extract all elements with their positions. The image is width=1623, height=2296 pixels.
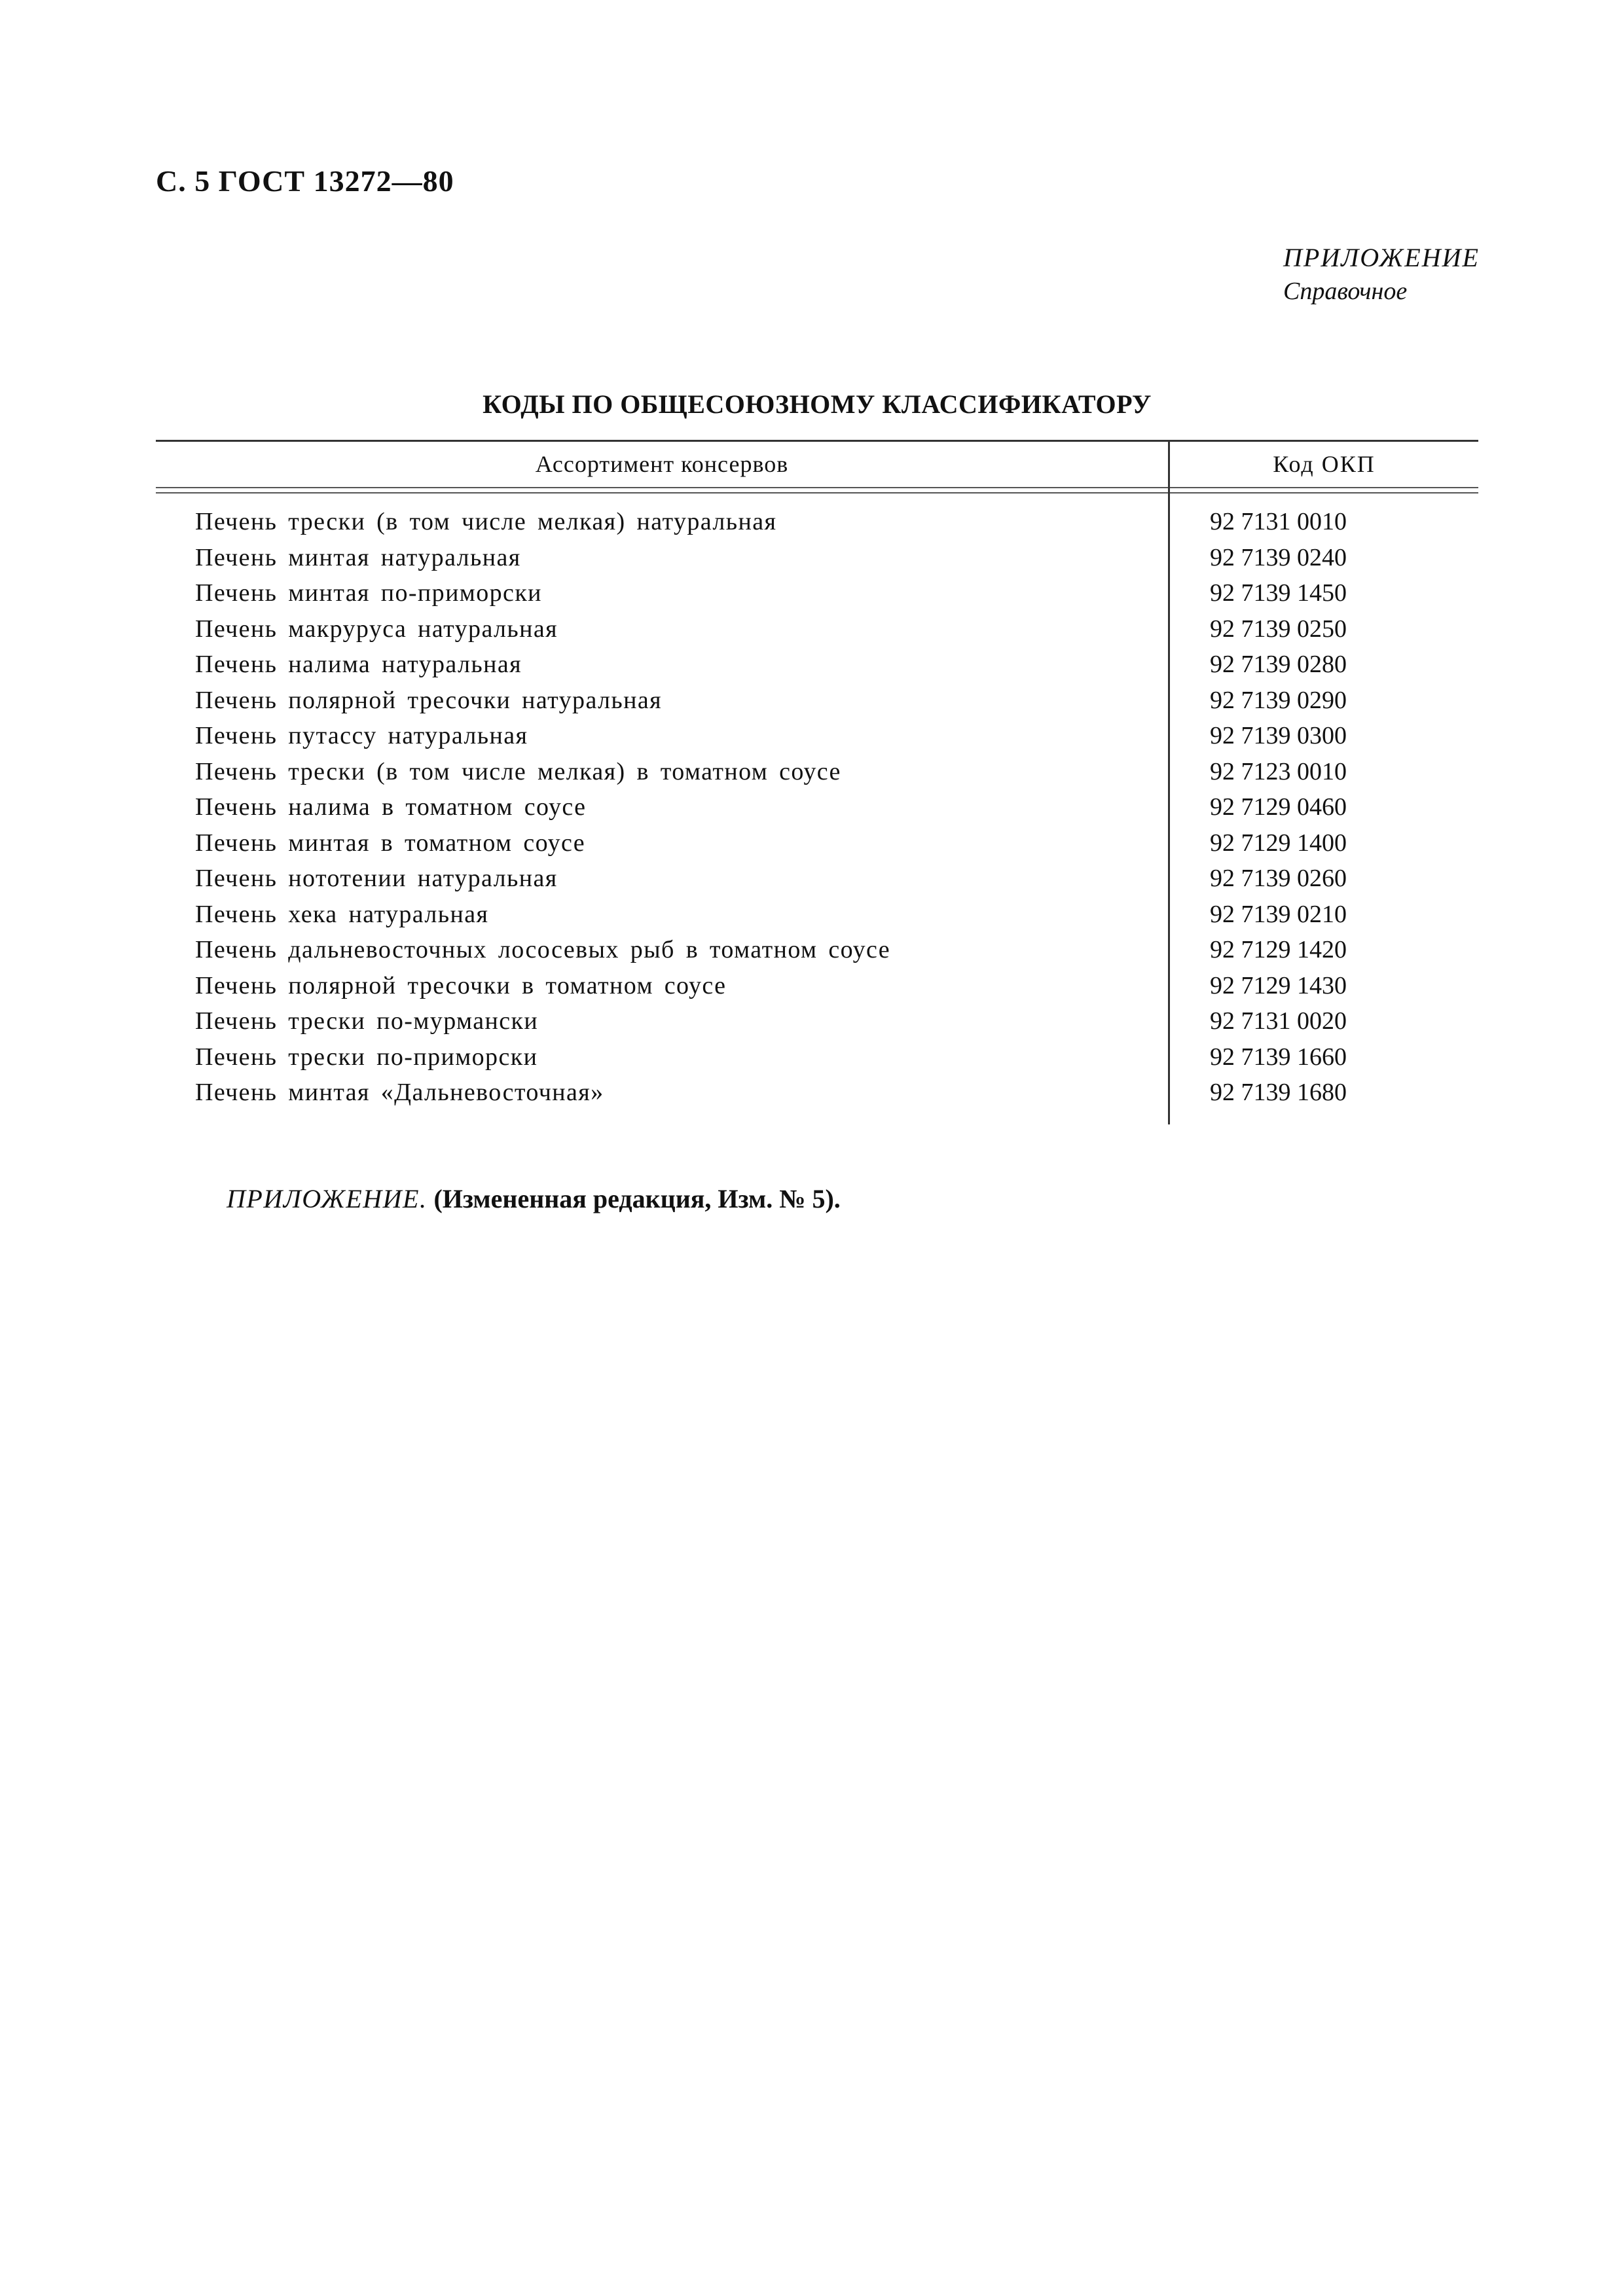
table-row (156, 825, 1478, 861)
table-top-rule (156, 440, 1478, 442)
row-code: 92 7139 0240 (1210, 543, 1347, 571)
row-code: 92 7139 0280 (1210, 651, 1347, 678)
appendix-subtitle: Справочное (1283, 278, 1408, 305)
row-code: 92 7123 0010 (1210, 757, 1347, 785)
table-row (156, 789, 1478, 825)
row-name: Печень путассу натуральная (195, 722, 528, 749)
row-name: Печень дальневосточных лососевых рыб в томатном соусе (195, 936, 890, 963)
table-row (156, 540, 1478, 576)
row-code: 92 7131 0020 (1210, 1007, 1347, 1035)
table-body (156, 504, 1478, 1111)
row-name: Печень минтая натуральная (195, 543, 521, 571)
row-name: Печень минтая «Дальневосточная» (195, 1079, 604, 1106)
column-header-code: Код ОКП (1273, 451, 1376, 477)
row-code: 92 7139 0290 (1210, 686, 1347, 714)
page-header: С. 5 ГОСТ 13272—80 (156, 164, 454, 198)
row-code: 92 7131 0010 (1210, 508, 1347, 535)
table-row (156, 718, 1478, 754)
row-code: 92 7129 1420 (1210, 936, 1347, 963)
row-code: 92 7129 1430 (1210, 971, 1347, 999)
amendment-note-text: (Измененная редакция, Изм. № 5). (433, 1184, 841, 1213)
table-row (156, 1003, 1478, 1039)
appendix-block (1283, 241, 1480, 308)
row-code: 92 7139 0250 (1210, 615, 1347, 643)
table-row (156, 754, 1478, 790)
row-name: Печень налима натуральная (195, 651, 522, 678)
table-title: КОДЫ ПО ОБЩЕСОЮЗНОМУ КЛАССИФИКАТОРУ (483, 389, 1152, 419)
row-name: Печень трески по-приморски (195, 1043, 538, 1071)
row-name: Печень макруруса натуральная (195, 615, 558, 643)
amendment-note (227, 1183, 841, 1214)
row-code: 92 7139 0300 (1210, 722, 1347, 749)
appendix-title: ПРИЛОЖЕНИЕ (1283, 243, 1480, 272)
row-code: 92 7129 1400 (1210, 829, 1347, 857)
row-name: Печень трески (в том числе мелкая) в томатном соусе (195, 757, 841, 785)
table-row (156, 647, 1478, 683)
row-code: 92 7129 0460 (1210, 793, 1347, 821)
codes-table (156, 440, 1478, 1124)
table-row (156, 504, 1478, 540)
row-name: Печень минтая в томатном соусе (195, 829, 586, 857)
row-name: Печень трески (в том числе мелкая) натуральная (195, 508, 777, 535)
row-code: 92 7139 0260 (1210, 865, 1347, 892)
table-row (156, 611, 1478, 647)
row-code: 92 7139 1450 (1210, 579, 1347, 607)
table-row (156, 932, 1478, 968)
row-name: Печень полярной тресочки натуральная (195, 686, 663, 714)
row-name: Печень нототении натуральная (195, 865, 558, 892)
table-row (156, 861, 1478, 897)
table-row (156, 575, 1478, 611)
row-name: Печень минтая по-приморски (195, 579, 542, 607)
amendment-note-label: ПРИЛОЖЕНИЕ. (227, 1184, 428, 1213)
table-row (156, 1039, 1478, 1075)
row-name: Печень налима в томатном соусе (195, 793, 587, 821)
row-name: Печень трески по-мурмански (195, 1007, 539, 1035)
header-double-rule-lower (156, 492, 1478, 493)
row-code: 92 7139 1660 (1210, 1043, 1347, 1071)
table-row (156, 897, 1478, 933)
table-row (156, 683, 1478, 719)
header-double-rule-upper (156, 487, 1478, 488)
column-header-assortment: Ассортимент консервов (535, 451, 789, 477)
row-code: 92 7139 0210 (1210, 900, 1347, 928)
row-name: Печень полярной тресочки в томатном соусе (195, 971, 727, 999)
row-code: 92 7139 1680 (1210, 1079, 1347, 1106)
table-row (156, 968, 1478, 1004)
table-row (156, 1075, 1478, 1111)
row-name: Печень хека натуральная (195, 900, 489, 928)
